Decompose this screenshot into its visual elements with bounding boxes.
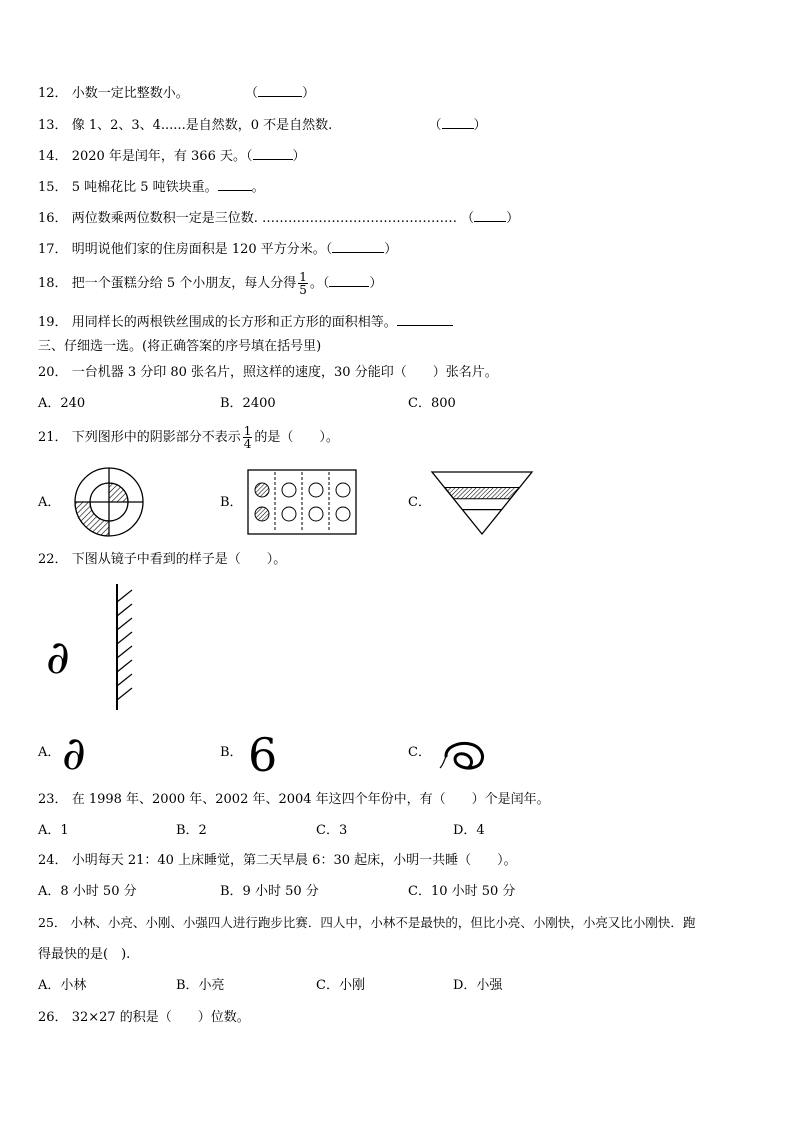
question-26	[38, 1010, 250, 1026]
option-b[interactable]: B．2	[176, 823, 207, 838]
question-25-line2: 得最快的是( ).	[38, 947, 131, 962]
original-glyph: ∂	[46, 630, 70, 684]
option-a[interactable]: A．1	[38, 823, 69, 838]
question-number: 23．	[38, 792, 68, 807]
question-20	[38, 365, 498, 381]
question-21: 21． 下列图形中的阴影部分不表示 $\frac{1}{4}$ 的是（ ）。	[38, 424, 339, 451]
option-c-glyph	[438, 740, 486, 772]
question-text: 小明每天 21：40 上床睡觉，第二天早晨 6：30 起床，小明一共睡（ ）。	[71, 853, 517, 868]
question-number: 15．	[38, 180, 68, 195]
option-b[interactable]: B．	[220, 495, 243, 510]
fraction: $\frac{1}{5}$	[299, 270, 307, 297]
option-a[interactable]: A．240	[38, 396, 86, 411]
section-title: 三、仔细选一选。(将正确答案的序号填在括号里)	[38, 339, 322, 354]
question-text: 两位数乘两位数积一定是三位数. ………………………………………	[71, 211, 457, 226]
question-19	[38, 313, 453, 331]
fraction: $\frac{1}{4}$	[243, 424, 252, 451]
question-14: 14． 2020 年是闰年，有 366 天。（ ）	[38, 149, 306, 164]
question-25	[38, 915, 695, 931]
question-number: 18．	[38, 276, 68, 291]
question-number: 26．	[38, 1010, 68, 1025]
question-17: 17． 明明说他们家的住房面积是 120 平方分米。（ ）	[38, 242, 398, 257]
question-text: 像 1、2、3、4......是自然数，0 不是自然数.	[71, 118, 333, 133]
option-c[interactable]: C．	[408, 745, 431, 760]
option-b[interactable]: B．9 小时 50 分	[220, 884, 319, 899]
question-text: 2020 年是闰年，有 366 天。	[71, 149, 246, 164]
option-c[interactable]: C．3	[316, 823, 348, 838]
answer-blank[interactable]	[474, 209, 506, 222]
question-text: 明明说他们家的住房面积是 120 平方分米。	[71, 242, 326, 257]
option-b[interactable]: B．2400	[220, 396, 276, 411]
answer-blank[interactable]	[258, 84, 302, 97]
question-24	[38, 853, 517, 869]
option-a[interactable]: A．小林	[38, 978, 87, 993]
question-number: 25．	[38, 915, 67, 930]
answer-blank[interactable]	[397, 313, 453, 326]
question-number: 12．	[38, 86, 68, 101]
question-text: 用同样长的两根铁丝围成的长方形和正方形的面积相等。	[71, 315, 397, 330]
question-number: 20．	[38, 365, 68, 380]
option-d[interactable]: D．4	[453, 823, 485, 838]
option-c-figure	[430, 470, 534, 536]
question-23	[38, 792, 550, 808]
question-number: 16．	[38, 211, 68, 226]
mirror-icon	[112, 582, 136, 712]
question-16: 16． 两位数乘两位数积一定是三位数. ……………………………………… （ ）	[38, 211, 520, 226]
option-a-figure	[62, 466, 156, 538]
question-number: 22．	[38, 552, 68, 567]
option-a[interactable]: A．8 小时 50 分	[38, 884, 137, 899]
question-22	[38, 552, 286, 568]
question-number: 17．	[38, 242, 68, 257]
option-d[interactable]: D．小强	[453, 978, 503, 993]
option-c[interactable]: C．小刚	[316, 978, 365, 993]
question-text: 把一个蛋糕分给 5 个小朋友，每人分得	[71, 276, 297, 291]
question-text: 小数一定比整数小。	[71, 86, 189, 101]
answer-blank[interactable]	[329, 274, 369, 287]
question-12: 12． 小数一定比整数小。 （ ）	[38, 86, 316, 101]
option-b-figure	[246, 468, 358, 536]
option-a[interactable]: A．	[38, 745, 61, 760]
question-number: 24．	[38, 853, 68, 868]
question-text: 下列图形中的阴影部分不表示	[71, 430, 241, 445]
question-text: 5 吨棉花比 5 吨铁块重。	[71, 180, 218, 195]
option-b-glyph: 6	[248, 728, 278, 782]
answer-blank[interactable]	[253, 147, 293, 160]
option-b[interactable]: B．	[220, 745, 243, 760]
option-c[interactable]: C．800	[408, 396, 456, 411]
question-text: 一台机器 3 分印 80 张名片，照这样的速度，30 分能印（ ）张名片。	[71, 365, 498, 380]
question-number: 13．	[38, 118, 68, 133]
answer-blank[interactable]	[442, 116, 474, 129]
question-text: 小林、小亮、小刚、小强四人进行跑步比赛．四人中，小林不是最快的，但比小亮、小刚快，小亮又比小刚快．跑	[70, 915, 696, 930]
question-13: 13． 像 1、2、3、4......是自然数，0 不是自然数. （ ）	[38, 118, 487, 133]
question-text: 下图从镜子中看到的样子是（ ）。	[71, 552, 287, 567]
answer-blank[interactable]	[332, 240, 384, 253]
option-c[interactable]: C．	[408, 495, 431, 510]
question-number: 14．	[38, 149, 68, 164]
option-c[interactable]: C．10 小时 50 分	[408, 884, 516, 899]
question-18: 18． 把一个蛋糕分给 5 个小朋友，每人分得 $\frac{1}{5}$ 。（ ）	[38, 270, 383, 297]
option-a-glyph: ∂	[62, 726, 86, 780]
question-text: 在 1998 年、2000 年、2002 年、2004 年这四个年份中，有（ ）个是闰年。	[71, 792, 550, 807]
option-a[interactable]: A．	[38, 495, 61, 510]
option-b[interactable]: B．小亮	[176, 978, 225, 993]
question-text: 32×27 的积是（ ）位数。	[71, 1010, 250, 1025]
question-number: 21．	[38, 430, 68, 445]
question-number: 19．	[38, 315, 68, 330]
answer-blank[interactable]	[218, 178, 252, 191]
question-15: 15． 5 吨棉花比 5 吨铁块重。 。	[38, 180, 265, 195]
